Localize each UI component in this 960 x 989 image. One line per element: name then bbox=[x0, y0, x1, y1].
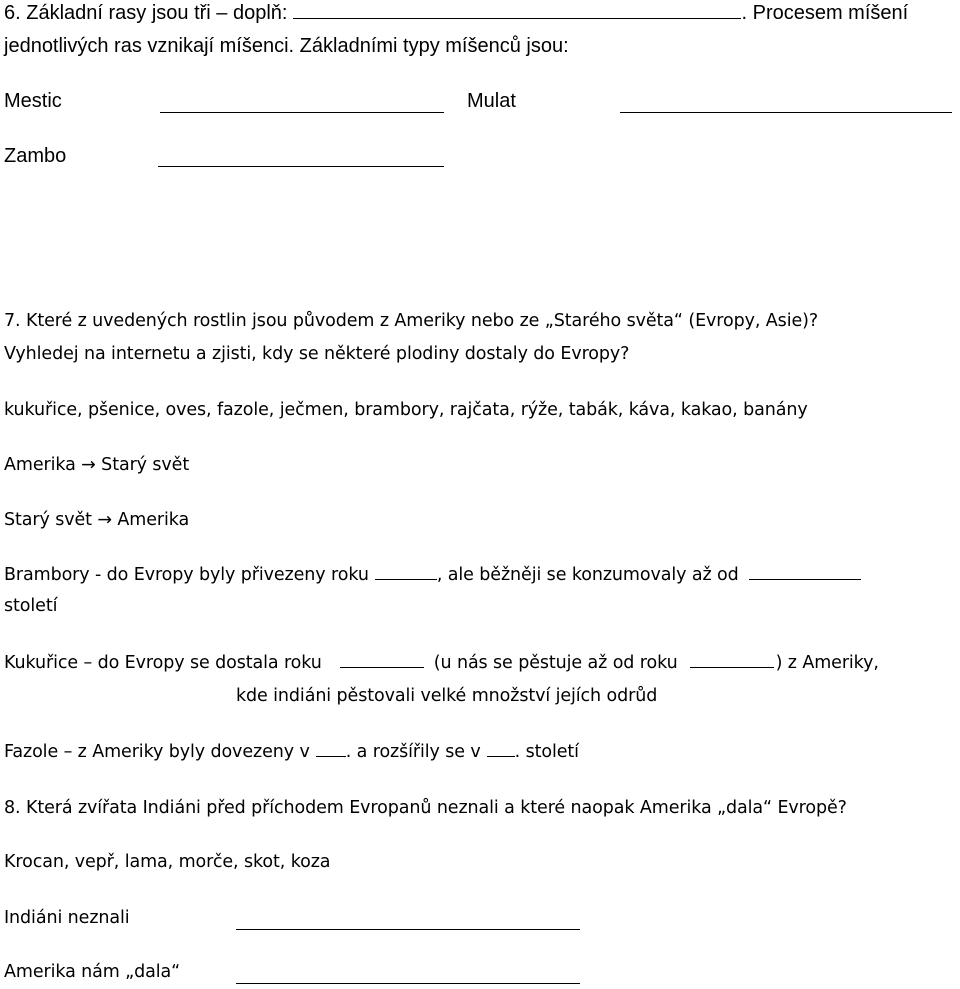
q8-line1: 8. Která zvířata Indiáni před příchodem Evropanů neznali a které naopak Amerika „dala“ Evropě? bbox=[4, 798, 847, 818]
animals-list: Krocan, vepř, lama, morče, skot, koza bbox=[4, 852, 331, 872]
q7-line2: Vyhledej na internetu a zjisti, kdy se některé plodiny dostaly do Evropy? bbox=[4, 344, 630, 364]
q6-races-blank[interactable] bbox=[293, 17, 741, 19]
mestic-blank[interactable] bbox=[160, 112, 444, 113]
beans-century-blank-1[interactable] bbox=[316, 755, 346, 757]
label-mulat: Mulat bbox=[467, 90, 516, 112]
america-to-old-world: Amerika → Starý svět bbox=[4, 455, 190, 475]
beans-text-a: Fazole – z Ameriky byly dovezeny v bbox=[4, 742, 310, 762]
corn-text-a: Kukuřice – do Evropy se dostala roku bbox=[4, 653, 322, 673]
corn-local-year-blank[interactable] bbox=[690, 666, 774, 668]
q6-line1-text: 6. Základní rasy jsou tři – doplň: bbox=[4, 2, 288, 24]
corn-line2: kde indiáni pěstovali velké množství jejích odrůd bbox=[236, 686, 658, 706]
label-zambo: Zambo bbox=[4, 145, 67, 167]
indians-unknown-blank[interactable] bbox=[236, 929, 580, 930]
potatoes-century-blank[interactable] bbox=[749, 578, 861, 580]
label-america-gave: Amerika nám „dala“ bbox=[4, 962, 181, 982]
q6-line2: jednotlivých ras vznikají míšenci. Základními typy míšenců jsou: bbox=[4, 35, 569, 57]
potatoes-line bbox=[4, 567, 861, 585]
old-world-to-america: Starý svět → Amerika bbox=[4, 510, 190, 530]
beans-text-b: . a rozšířily se v bbox=[345, 742, 481, 762]
label-mestic: Mestic bbox=[4, 90, 62, 112]
corn-line bbox=[4, 655, 879, 673]
label-indians-unknown: Indiáni neznali bbox=[4, 908, 130, 928]
america-gave-blank[interactable] bbox=[236, 983, 580, 984]
potatoes-year-blank[interactable] bbox=[375, 578, 437, 580]
plants-list: kukuřice, pšenice, oves, fazole, ječmen, brambory, rajčata, rýže, tabák, káva, kakao, banány bbox=[4, 400, 808, 420]
corn-text-b: (u nás se pěstuje až od roku bbox=[433, 653, 678, 673]
potatoes-century-word: století bbox=[4, 596, 58, 616]
mulat-blank[interactable] bbox=[620, 112, 952, 113]
beans-text-c: . století bbox=[514, 742, 579, 762]
corn-year-blank[interactable] bbox=[340, 666, 424, 668]
beans-line bbox=[4, 744, 579, 762]
potatoes-text-a: Brambory - do Evropy byly přivezeny roku bbox=[4, 565, 369, 585]
q6-line1 bbox=[4, 3, 908, 23]
zambo-blank[interactable] bbox=[158, 166, 444, 167]
corn-text-c: ) z Ameriky, bbox=[775, 653, 879, 673]
q6-line1-end: . Procesem míšení bbox=[741, 2, 909, 24]
potatoes-text-b: , ale běžněji se konzumovaly až od bbox=[436, 565, 739, 585]
q7-line1: 7. Které z uvedených rostlin jsou původem z Ameriky nebo ze „Starého světa“ (Evropy, Asie)? bbox=[4, 311, 819, 331]
beans-century-blank-2[interactable] bbox=[487, 755, 515, 757]
